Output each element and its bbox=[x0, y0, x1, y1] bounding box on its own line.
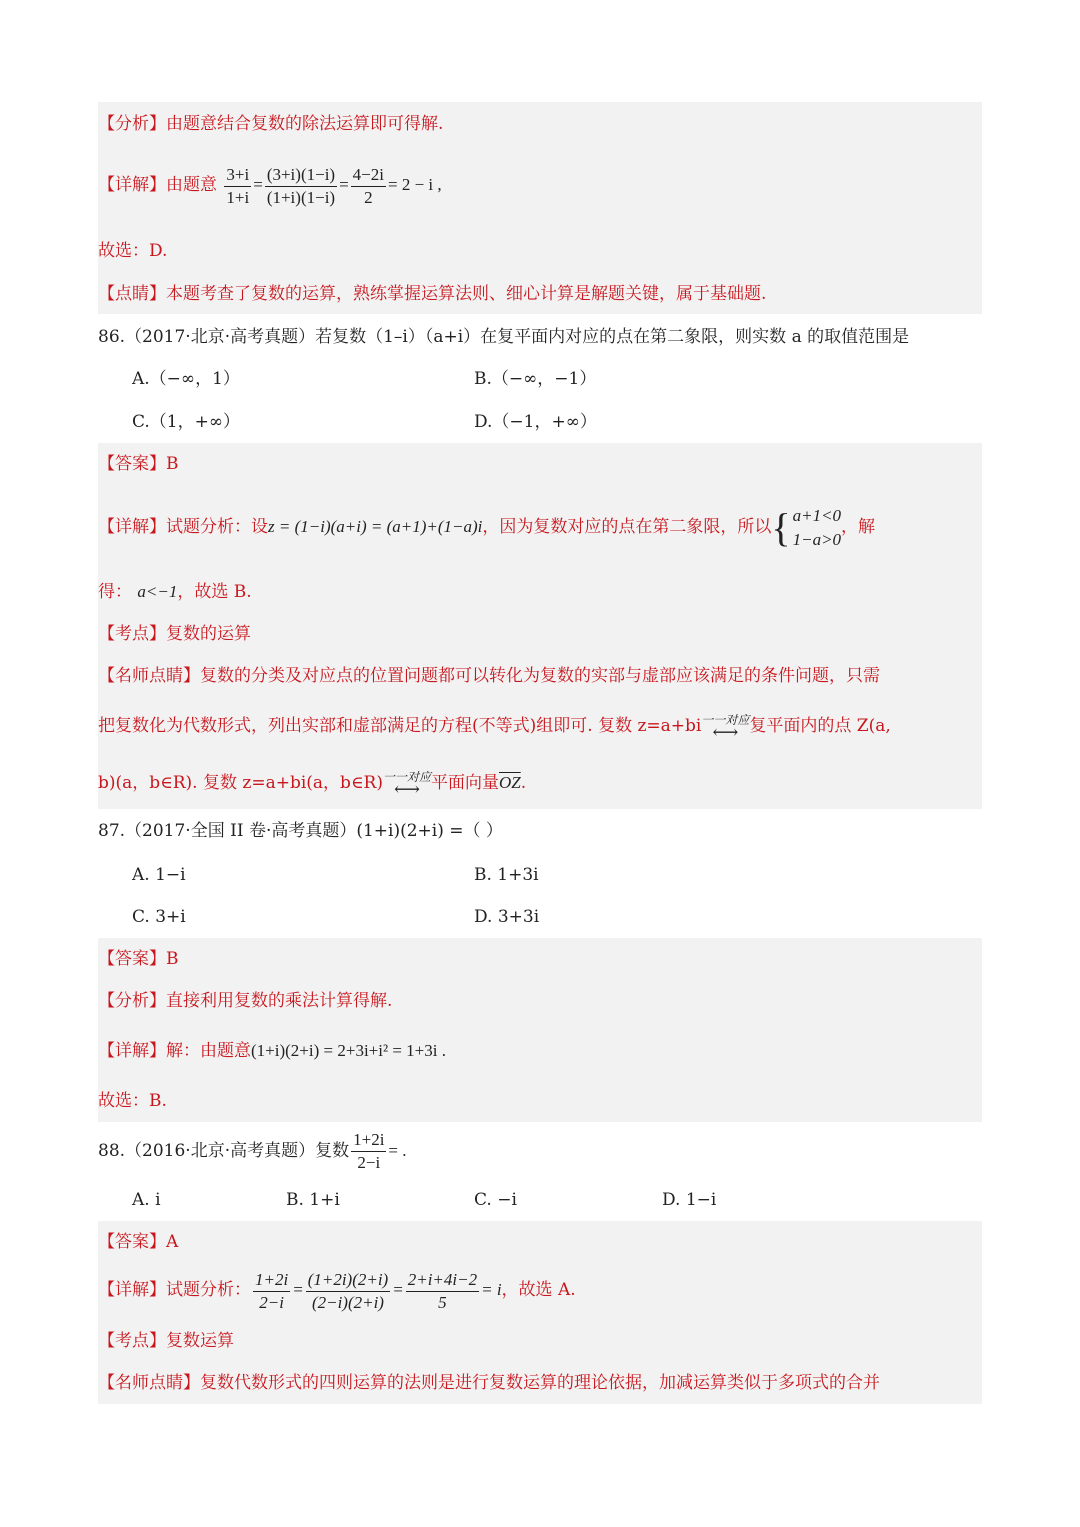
detail-middle: ，因为复数对应的点在第二象限，所以 bbox=[482, 517, 772, 537]
analysis-tag: 【分析】 bbox=[98, 991, 166, 1011]
detail-prefix: 试题分析： bbox=[166, 1280, 251, 1300]
analysis-line bbox=[98, 113, 443, 135]
analysis-text: 直接利用复数的乘法计算得解. bbox=[166, 991, 393, 1011]
option-d: D. 3+3i bbox=[474, 907, 540, 927]
mingshi-line-3 bbox=[98, 765, 526, 801]
answer-line bbox=[98, 1231, 178, 1253]
detail-line2-end: ，故选 B. bbox=[177, 582, 252, 602]
comment-tag: 【点睛】 bbox=[98, 284, 166, 304]
detail-line bbox=[98, 500, 875, 554]
mingshi-line-1 bbox=[98, 665, 880, 687]
kaodian-text: 复数运算 bbox=[166, 1331, 234, 1351]
fraction: $\frac{2+i+4i-2}{5}$ bbox=[407, 1269, 478, 1312]
option-d: D. 1−i bbox=[662, 1190, 717, 1210]
detail-line bbox=[98, 1264, 576, 1316]
mingshi-text-1: 复数的分类及对应点的位置问题都可以转化为复数的实部与虚部应该满足的条件问题，只需 bbox=[200, 666, 880, 686]
choice-line bbox=[98, 240, 167, 262]
choice-text: 故选：D. bbox=[98, 241, 168, 261]
answer-tag: 【答案】 bbox=[98, 454, 166, 474]
detail-tag: 【详解】 bbox=[98, 1041, 166, 1061]
stem-suffix: = . bbox=[388, 1141, 407, 1160]
answer-line bbox=[98, 948, 179, 970]
mingshi-text-2a: 把复数化为代数形式，列出实部和虚部满足的方程(不等式)组即可. 复数 z=a+bi bbox=[98, 716, 702, 736]
kaodian-text: 复数的运算 bbox=[166, 624, 251, 644]
detail-tag: 【详解】 bbox=[98, 1280, 166, 1300]
option-b: B. 1+3i bbox=[474, 865, 539, 885]
detail-expression: (1+i)(2+i) = 2+3i+i² = 1+3i . bbox=[251, 1041, 446, 1060]
detail-line bbox=[98, 1040, 446, 1062]
question-86-stem: 86.（2017·北京·高考真题）若复数（1–i）（a+i）在复平面内对应的点在第二象限，则实数 a 的取值范围是 bbox=[98, 327, 910, 347]
mingshi-tag: 【名师点睛】 bbox=[98, 666, 200, 686]
detail-line bbox=[98, 160, 442, 210]
kaodian-tag: 【考点】 bbox=[98, 1331, 166, 1351]
comment-text: 本题考查了复数的运算，熟练掌握运算法则、细心计算是解题关键，属于基础题. bbox=[166, 284, 767, 304]
mingshi-tag: 【名师点睛】 bbox=[98, 1373, 200, 1393]
fraction: $\frac{(1+2i)(2+i)}{(2-i)(2+i)}$ bbox=[307, 1269, 389, 1312]
detail-tag: 【详解】 bbox=[98, 517, 166, 537]
answer-value: A bbox=[166, 1232, 179, 1252]
option-a: A.（−∞，1） bbox=[132, 369, 240, 389]
stem-prefix: 88.（2016·北京·高考真题）复数 bbox=[98, 1141, 350, 1161]
fraction: $\frac{(3+i)(1-i)}{(1+i)(1-i)}$ bbox=[266, 164, 336, 207]
fraction: $\frac{1+2i}{2-i}$ bbox=[353, 1130, 385, 1172]
detail-suffix: ，解 bbox=[841, 517, 876, 537]
analysis-tag: 【分析】 bbox=[98, 114, 166, 134]
option-c: C. −i bbox=[474, 1190, 517, 1210]
mingshi-text-3b: 平面向量 bbox=[430, 773, 499, 793]
kaodian-line bbox=[98, 1330, 234, 1352]
mingshi-text-3a: b)(a，b∈R). 复数 z=a+bi(a，b∈R) bbox=[98, 773, 383, 793]
analysis-text: 由题意结合复数的除法运算即可得解. bbox=[166, 114, 444, 134]
option-b: B. 1+i bbox=[286, 1190, 340, 1210]
fraction: $\frac{1+2i}{2-i}$ bbox=[255, 1269, 289, 1312]
answer-value: B bbox=[166, 454, 179, 474]
solution-block-87 bbox=[98, 938, 982, 1122]
vector-oz: $\overline{OZ}$ bbox=[498, 773, 521, 792]
option-c: C. 3+i bbox=[132, 907, 186, 927]
choice-line bbox=[98, 1090, 167, 1112]
option-a: A. 1−i bbox=[132, 865, 186, 885]
detail-line2-text: 得： bbox=[98, 582, 132, 602]
option-b: B.（−∞，−1） bbox=[474, 369, 597, 389]
mingshi-text-2b: 复平面内的点 Z(a, bbox=[749, 716, 891, 736]
detail-formula: $\frac{3+i}{1+i}$ = $\frac{(3+i)(1-i)}{(1+i)(1-i)}$ = $\frac{4-2i}{2}$ = 2 − i , bbox=[226, 164, 442, 207]
mingshi-text: 复数代数形式的四则运算的法则是进行复数运算的理论依据，加减运算类似于多项式的合并 bbox=[200, 1373, 880, 1393]
detail-text: 由题意 bbox=[166, 175, 217, 195]
detail-prefix: 试题分析：设 bbox=[166, 517, 268, 537]
option-d: D.（−1，+∞） bbox=[474, 412, 597, 432]
fraction: $\frac{3+i}{1+i}$ bbox=[226, 164, 250, 207]
fraction: $\frac{4-2i}{2}$ bbox=[352, 164, 384, 207]
mingshi-text-3c: . bbox=[520, 773, 527, 793]
detail-expression: z = (1−i)(a+i) = (a+1)+(1−a)i bbox=[268, 517, 483, 536]
correspondence-arrow: 一一对应 ⟷ bbox=[701, 712, 750, 743]
analysis-line bbox=[98, 990, 392, 1012]
question-87-stem: 87.（2017·全国 II 卷·高考真题）(1+i)(2+i) =（ ） bbox=[98, 821, 503, 841]
correspondence-arrow: 一一对应 ⟷ bbox=[382, 769, 431, 800]
detail-line-2 bbox=[98, 581, 252, 603]
answer-line bbox=[98, 453, 179, 475]
option-a: A. i bbox=[132, 1190, 161, 1210]
inequality-system: { a+1<0 1−a>0 bbox=[771, 505, 842, 551]
option-c: C.（1，+∞） bbox=[132, 412, 241, 432]
detail-text: 解：由题意 bbox=[166, 1041, 251, 1061]
answer-tag: 【答案】 bbox=[98, 949, 166, 969]
detail-line2-expression: a<−1 bbox=[137, 582, 178, 601]
detail-tag: 【详解】 bbox=[98, 175, 166, 195]
answer-value: B bbox=[166, 949, 179, 969]
mingshi-line bbox=[98, 1372, 880, 1394]
answer-tag: 【答案】 bbox=[98, 1232, 166, 1252]
kaodian-line bbox=[98, 623, 251, 645]
result: = 2 − i , bbox=[387, 175, 442, 194]
choice-text: 故选：B. bbox=[98, 1091, 167, 1111]
detail-formula: $\frac{1+2i}{2-i}$ = $\frac{(1+2i)(2+i)}{(2-i)(2+i)}$ = $\frac{2+i+4i-2}{5}$ = i bbox=[255, 1269, 502, 1312]
kaodian-tag: 【考点】 bbox=[98, 624, 166, 644]
mingshi-line-2 bbox=[98, 708, 891, 744]
comment-line bbox=[98, 283, 766, 305]
question-88-stem bbox=[98, 1127, 407, 1175]
detail-choice: ，故选 A. bbox=[501, 1280, 576, 1300]
